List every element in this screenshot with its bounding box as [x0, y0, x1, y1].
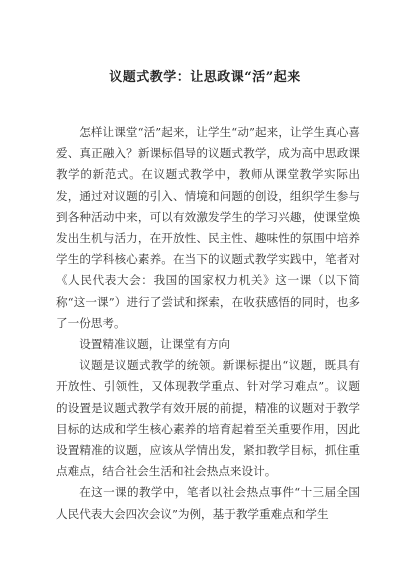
document-title: 议题式教学：让思政课“活”起来	[109, 70, 301, 85]
section-heading: 设置精准议题，让课堂有方向	[79, 337, 230, 352]
intro-paragraph: 怎样让课堂“活”起来，让学生“动”起来，让学生真心喜爱、真正融入？新课标倡导的议题式教学，成为高中思政课教学的新范式。在议题式教学中，教师从课堂教学实际出发，通过对议题的引入、情境和问题的创设，组织学生参与到各种活动中来，可以有效激发学生的学习兴趣，使课堂焕发出生机与活力，在开放性、民主性、趣味性的氛围中培养学生的学科核心素养。在当下的议题式教学实践中，笔者对《人民代表大会：我国的国家权力机关》这一课（以下简称“这一课”）进行了尝试和探索，在收获感悟的同时，也多了一份思考。	[56, 125, 360, 330]
body-paragraph: 在这一课的教学中，笔者以社会热点事件“十三届全国人民代表大会四次会议”为例，基于教学重难点和学生	[56, 485, 360, 521]
document-body	[56, 122, 360, 525]
body-paragraph: 议题是议题式教学的统领。新课标提出“议题，既具有开放性、引领性，又体现教学重点、针对学习难点”。议题的设置是议题式教学有效开展的前提，精准的议题对于教学目标的达成和学生核心素养的培育起着至关重要作用，因此设置精准的议题，应该从学情出发，紧扣教学目标，抓住重点难点，结合社会生活和社会热点来设计。	[56, 358, 360, 479]
